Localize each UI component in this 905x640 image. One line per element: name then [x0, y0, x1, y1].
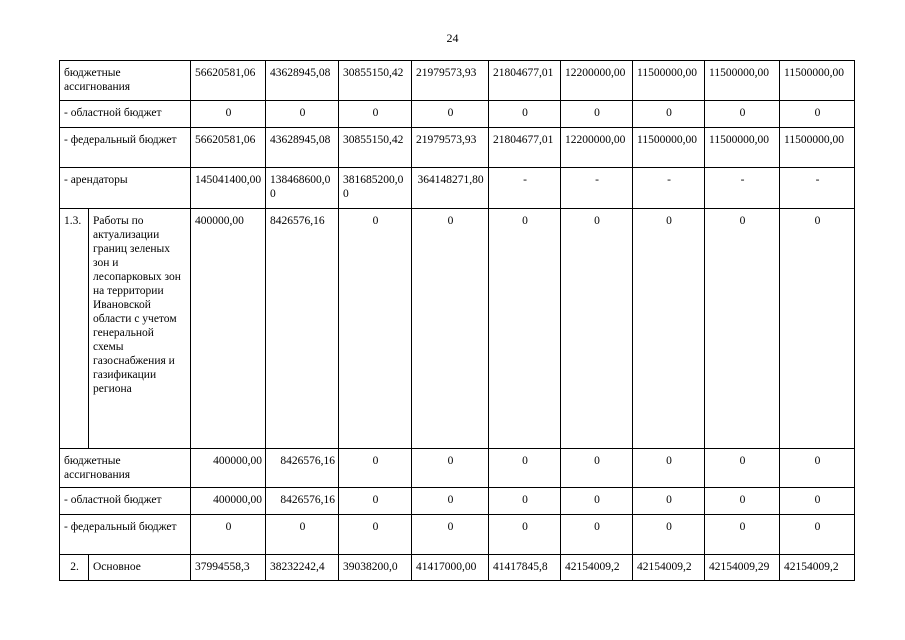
table-cell: 0 [339, 209, 412, 449]
table-cell: 0 [780, 515, 855, 555]
table-row [60, 168, 855, 209]
table-cell: 0 [705, 209, 780, 449]
table-cell: 0 [561, 209, 633, 449]
table-cell: 38232242,4 [266, 555, 339, 581]
table-cell: 0 [489, 488, 561, 515]
table-cell: 0 [561, 488, 633, 515]
page-number: 24 [446, 31, 459, 45]
table-cell: 0 [780, 101, 855, 128]
table-cell: 0 [266, 515, 339, 555]
table-cell: 0 [633, 101, 705, 128]
table-cell: 0 [339, 515, 412, 555]
table-cell: - [633, 168, 705, 209]
table-row [60, 488, 855, 515]
table-cell: 400000,00 [191, 209, 266, 449]
row-label: Основное [89, 555, 191, 581]
table-cell: 0 [561, 449, 633, 488]
table-cell: 37994558,3 [191, 555, 266, 581]
table-cell: 21979573,93 [412, 128, 489, 168]
table-cell: 12200000,00 [561, 61, 633, 101]
table-cell: 0 [780, 488, 855, 515]
table-cell: 400000,00 [191, 488, 266, 515]
table-cell: 8426576,16 [266, 449, 339, 488]
table-cell: 11500000,00 [780, 128, 855, 168]
table-cell: 0 [412, 488, 489, 515]
table-cell: 41417000,00 [412, 555, 489, 581]
table-cell: 138468600,00 [266, 168, 339, 209]
table-row [60, 209, 855, 449]
table-cell: 11500000,00 [705, 128, 780, 168]
table-cell: 8426576,16 [266, 209, 339, 449]
table-cell: 56620581,06 [191, 128, 266, 168]
row-label: - областной бюджет [60, 101, 191, 128]
table-row [60, 449, 855, 488]
table-cell: 12200000,00 [561, 128, 633, 168]
table-cell: 0 [489, 209, 561, 449]
table-cell: 0 [780, 449, 855, 488]
budget-table [59, 60, 855, 581]
row-label: бюджетные ассигнования [60, 449, 191, 488]
row-label: - областной бюджет [60, 488, 191, 515]
table-cell: 11500000,00 [780, 61, 855, 101]
table-cell: 0 [561, 101, 633, 128]
table-cell: 0 [705, 101, 780, 128]
table-cell: 0 [412, 449, 489, 488]
table-row [60, 61, 855, 101]
table-cell: 0 [339, 101, 412, 128]
table-cell: 11500000,00 [633, 61, 705, 101]
table-cell: 41417845,8 [489, 555, 561, 581]
table-cell: 39038200,0 [339, 555, 412, 581]
table-cell: 0 [561, 515, 633, 555]
row-label: - федеральный бюджет [60, 515, 191, 555]
table-cell: 0 [191, 101, 266, 128]
table-cell: 0 [412, 515, 489, 555]
row-label: - арендаторы [60, 168, 191, 209]
table-cell: 0 [339, 449, 412, 488]
table-cell: 0 [705, 515, 780, 555]
table-cell: 0 [705, 488, 780, 515]
table-cell: 21804677,01 [489, 61, 561, 101]
table-cell: 0 [633, 449, 705, 488]
table-cell: 0 [489, 515, 561, 555]
table-cell: 0 [266, 101, 339, 128]
table-cell: - [561, 168, 633, 209]
table-cell: 21804677,01 [489, 128, 561, 168]
table-cell: 400000,00 [191, 449, 266, 488]
row-number: 2. [60, 555, 89, 581]
table-cell: 0 [780, 209, 855, 449]
table-cell: 0 [633, 515, 705, 555]
table-cell: 43628945,08 [266, 128, 339, 168]
table-cell: 0 [633, 209, 705, 449]
table-cell: 364148271,80 [412, 168, 489, 209]
table-cell: 0 [705, 449, 780, 488]
table-cell: 11500000,00 [705, 61, 780, 101]
table-cell: 0 [412, 209, 489, 449]
table-row [60, 515, 855, 555]
table-row [60, 101, 855, 128]
table-cell: 381685200,00 [339, 168, 412, 209]
table-cell: 42154009,2 [780, 555, 855, 581]
table-cell: 0 [339, 488, 412, 515]
table-cell: 42154009,2 [561, 555, 633, 581]
table-cell: 8426576,16 [266, 488, 339, 515]
table-cell: 0 [633, 488, 705, 515]
table-cell: 11500000,00 [633, 128, 705, 168]
table-cell: 30855150,42 [339, 128, 412, 168]
table-cell: 0 [489, 101, 561, 128]
table-cell: 42154009,29 [705, 555, 780, 581]
table-row [60, 128, 855, 168]
table-cell: 0 [191, 515, 266, 555]
table-cell: - [705, 168, 780, 209]
table-cell: 43628945,08 [266, 61, 339, 101]
table-cell: 145041400,00 [191, 168, 266, 209]
row-label: Работы по актуализации границ зеленых зон и лесопарковых зон на территории Ивановской области с учетом генеральной схемы газоснабжения и газификации региона [89, 209, 191, 449]
table-cell: - [489, 168, 561, 209]
table-cell: 42154009,2 [633, 555, 705, 581]
row-label: - федеральный бюджет [60, 128, 191, 168]
table-cell: 0 [412, 101, 489, 128]
table-cell: 30855150,42 [339, 61, 412, 101]
table-cell: 0 [489, 449, 561, 488]
table-row [60, 555, 855, 581]
table-cell: 21979573,93 [412, 61, 489, 101]
table-cell: - [780, 168, 855, 209]
table-cell: 56620581,06 [191, 61, 266, 101]
row-number: 1.3. [60, 209, 89, 449]
row-label: бюджетные ассигнования [60, 61, 191, 101]
